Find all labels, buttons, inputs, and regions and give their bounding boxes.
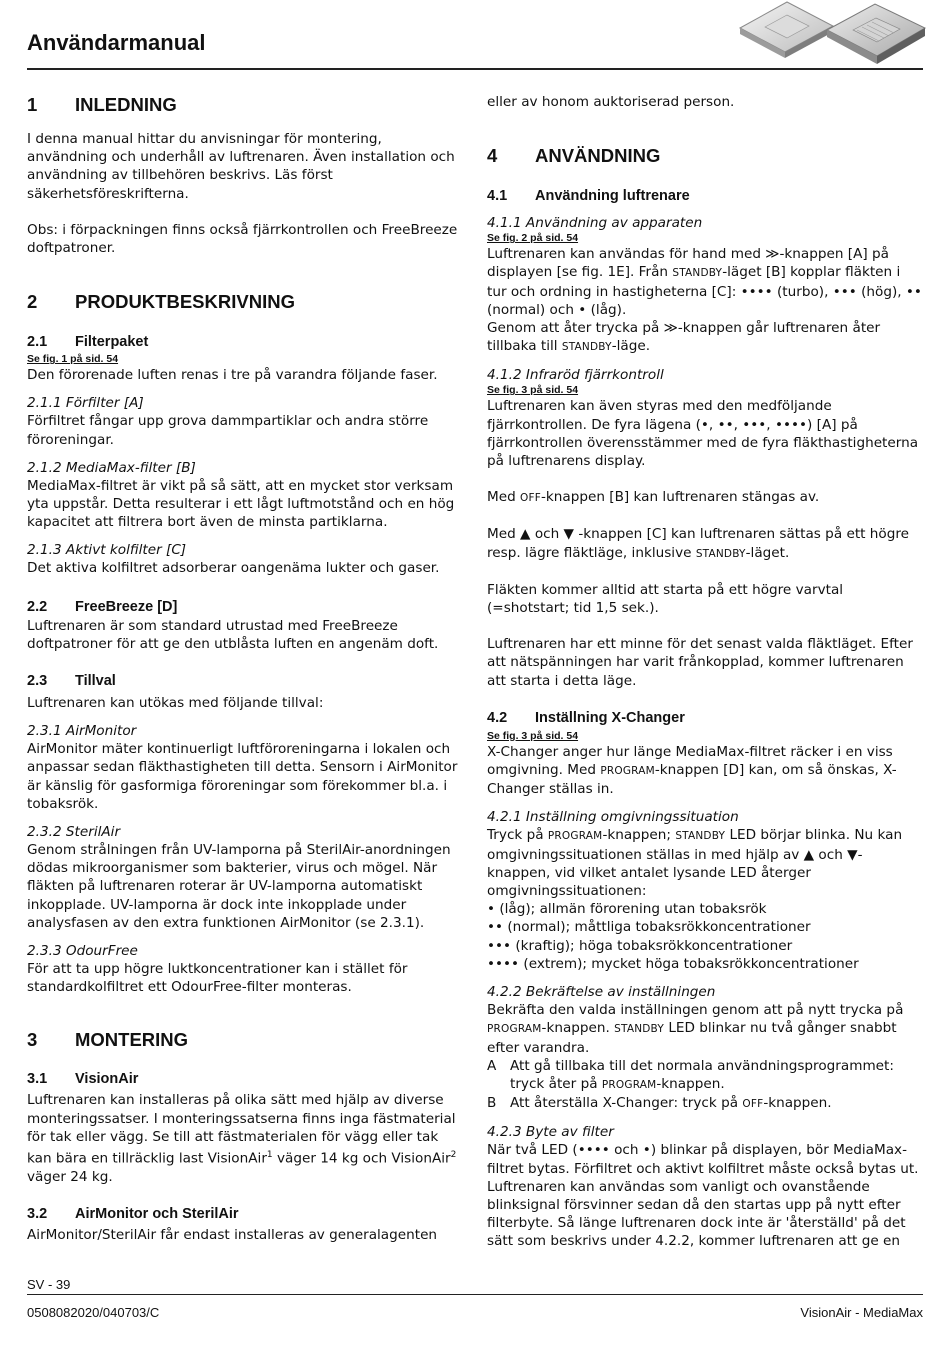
fan-button-icon: ≫ [765,246,780,263]
section-2-2-heading: 2.2 FreeBreeze [D] [27,598,178,615]
section-3-1-paragraph: Luftrenaren kan installeras på olika sätt med hjälp av diverse monteringssatser. I monteringssatserna finns inga fästmaterial för tak eller vägg. Se till att fästmaterialen för vägg eller tak kan bära en tillräcklig last VisionAir$^1$ väger 14 kg och VisionAir$^2$ väger 24 kg. [27,1092,457,1185]
product-name: VisionAir - MediaMax [800,1305,923,1320]
footer-rule [27,1294,923,1295]
section-4-1-1-paragraph: Luftrenaren kan användas för hand med ≫-knappen [A] på displayen [se fig. 1E]. Från STANDBY-läget [B] kopplar fläkten i tur och ordning in hastigheterna [C]: •••• (turbo), ••• (hög), •• (normal) och • (låg). [487,246,922,318]
continued-paragraph: eller av honom auktoriserad person. [487,94,735,110]
list-item: B Att återställa X-Changer: tryck på OFF-knappen. [487,1095,832,1112]
section-2-1-2-heading: 2.1.2 MediaMax-filter [B] [27,459,196,476]
section-4-1-2-updown: Med ▲ och ▼ -knappen [C] kan luftrenaren sättas på ett högre resp. lägre fläktläge, inklusive STANDBY-läget. [487,526,910,561]
section-2-heading: 2 PRODUKTBESKRIVNING [27,291,295,313]
section-4-2-3-paragraph: När två LED (•••• och •) blinkar på displayen, bör MediaMax-filtret bytas. Förfiltret och aktivt kolfiltret måste också bytas ut. Luftrenaren kan användas som vanligt och ovanstående blinksignal försvinner sedan då den startas upp på nytt efter filterbyte. Så länge luftrenaren dock inte är 'återställd' på det sätt som beskrivs under 4.2.2, kommer luftrenaren att ge en [487,1142,919,1250]
section-2-2-paragraph: Luftrenaren är som standard utrustad med FreeBreeze doftpatroner för att ge den utblåsta luften en angenäm doft. [27,617,439,652]
document-title: Användarmanual [27,30,206,55]
section-3-1-heading: 3.1 VisionAir [27,1071,139,1088]
section-2-1-1-paragraph: Förfiltret fångar upp grova dammpartiklar och andra större föroreningar. [27,413,429,448]
section-2-3-2-paragraph: Genom strålningen från UV-lamporna på SterilAir-anordningen dödas mikroorganismer som bakterier, virus och mögel. När fläkten på luftrenaren roterar är UV-lamporna automatiskt inkopplade. UV-lamporna är dock inte inkopplade under analysfasen av den extra funktionen AirMonitor (se 2.3.1). [27,842,451,931]
list-item: •••• (extrem); mycket höga tobaksrökkoncentrationer [487,955,859,972]
section-4-1-2-paragraph: Luftrenaren kan även styras med den medföljande fjärrkontrollen. De fyra lägena (•, ••, •••, ••••) [A] på fjärrkontrollen överensstämmer med de fyra fläkthastigheterna på luftrenarens display. [487,398,919,470]
right-column [487,90,922,1251]
fan-button-icon: ≫ [663,320,678,337]
section-2-3-1-paragraph: AirMonitor mäter kontinuerligt luftföroreningarna i lokalen och anpassar sedan fläkthastigheten till detta. Sensorn i AirMonitor är känslig för gasformiga föroreningar som förekommer bl.a. i tobaksrök. [27,741,458,812]
section-2-3-2-heading: 2.3.2 SterilAir [27,824,121,841]
header-rule [27,68,923,70]
section-3-2-heading: 3.2 AirMonitor och SterilAir [27,1206,239,1223]
section-4-1-2-memory: Luftrenaren har ett minne för det senast valda fläktläget. Efter att nätspänningen har varit frånkopplad, kommer luftrenaren att starta i detta läge. [487,636,913,689]
section-4-2-heading: 4.2 Inställning X-Changer [487,709,685,726]
figure-reference: Se fig. 2 på sid. 54 [487,232,579,245]
section-2-1-1-heading: 2.1.1 Förfilter [A] [27,395,144,412]
section-4-1-2-off: Med OFF-knappen [B] kan luftrenaren stängas av. [487,489,820,506]
section-1-note: Obs: i förpackningen finns också fjärrkontrollen och FreeBreeze doftpatroner. [27,221,458,257]
section-3-heading: 3 MONTERING [27,1029,189,1051]
page-number: SV - 39 [27,1277,71,1292]
section-4-1-2-start: Fläkten kommer alltid att starta på ett högre varvtal (=shotstart; tid 1,5 sek.). [487,581,844,617]
section-2-3-1-heading: 2.3.1 AirMonitor [27,723,137,740]
section-4-2-1-heading: 4.2.1 Inställning omgivningssituation [487,809,739,826]
section-4-1-1-heading: 4.1.1 Användning av apparaten [487,215,703,232]
section-3-2-paragraph: AirMonitor/SterilAir får endast installeras av generalagenten [27,1227,438,1244]
section-2-1-paragraph: Den förorenade luften renas i tre på varandra följande faser. [27,367,438,384]
section-4-heading: 4 ANVÄNDNING [487,145,661,167]
section-2-1-3-heading: 2.1.3 Aktivt kolfilter [C] [27,542,187,559]
product-photo [735,0,927,72]
section-2-3-3-paragraph: För att ta upp högre luktkoncentrationer kan i stället för standardkolfiltret ett OdourFree-filter monteras. [27,961,408,996]
section-4-2-paragraph: X-Changer anger hur länge MediaMax-filtret räcker i en viss omgivning. Med PROGRAM-knappen [D] kan, om så önskas, X-Changer ställas in. [487,743,897,798]
section-4-1-2-heading: 4.1.2 Infraröd fjärrkontroll [487,367,664,384]
section-4-1-1-paragraph-2: Genom att åter trycka på ≫-knappen går luftrenaren åter tillbaka till STANDBY-läge. [487,320,881,355]
section-4-2-2-paragraph: Bekräfta den valda inställningen genom att på nytt trycka på PROGRAM-knappen. STANDBY LED blinkar nu två gånger snabbt efter varandra. [487,1002,904,1056]
document-code: 0508082020/040703/C [27,1305,160,1320]
list-item: ••• (kraftig); höga tobaksrökkoncentrationer [487,937,793,954]
section-2-1-3-paragraph: Det aktiva kolfiltret adsorberar oangenäma lukter och gaser. [27,560,440,577]
section-2-1-heading: 2.1 Filterpaket [27,334,149,351]
section-1-paragraph: I denna manual hittar du anvisningar för montering, användning och underhåll av luftrenaren. Även installation och användning av tillbehören beskrivs. Läs först säkerhetsföreskrifterna. [27,131,455,202]
list-item: •• (normal); måttliga tobaksrökkoncentrationer [487,919,811,936]
section-4-2-2-heading: 4.2.2 Bekräftelse av inställningen [487,984,716,1001]
list-item: • (låg); allmän förorening utan tobaksrök [487,901,767,918]
figure-reference: Se fig. 3 på sid. 54 [487,729,579,742]
left-column [27,90,462,1244]
section-4-2-3-heading: 4.2.3 Byte av filter [487,1124,614,1141]
figure-reference: Se fig. 3 på sid. 54 [487,384,579,397]
section-2-3-heading: 2.3 Tillval [27,673,116,690]
section-4-2-1-paragraph: Tryck på PROGRAM-knappen; STANDBY LED börjar blinka. Nu kan omgivningssituationen ställas in med hjälp av ▲ och ▼-knappen, vid vilket antalet lysande LED återger omgivningssituationen: [487,827,903,900]
section-2-1-2-paragraph: MediaMax-filtret är vikt på så sätt, att en mycket stor verksam yta uppstår. Detta resulterar i ett lågt luftmotstånd och en hög kapacitet att filtrera bort även de minsta partiklarna. [27,477,455,531]
section-4-1-heading: 4.1 Användning luftrenare [487,188,690,205]
list-item: A Att gå tillbaka till det normala användningsprogrammet: tryck åter på PROGRAM-knappen. [487,1057,894,1092]
section-1-heading: 1 INLEDNING [27,94,177,115]
section-2-3-paragraph: Luftrenaren kan utökas med följande tillval: [27,695,324,712]
section-2-3-3-heading: 2.3.3 OdourFree [27,943,138,960]
figure-reference: Se fig. 1 på sid. 54 [27,353,119,366]
